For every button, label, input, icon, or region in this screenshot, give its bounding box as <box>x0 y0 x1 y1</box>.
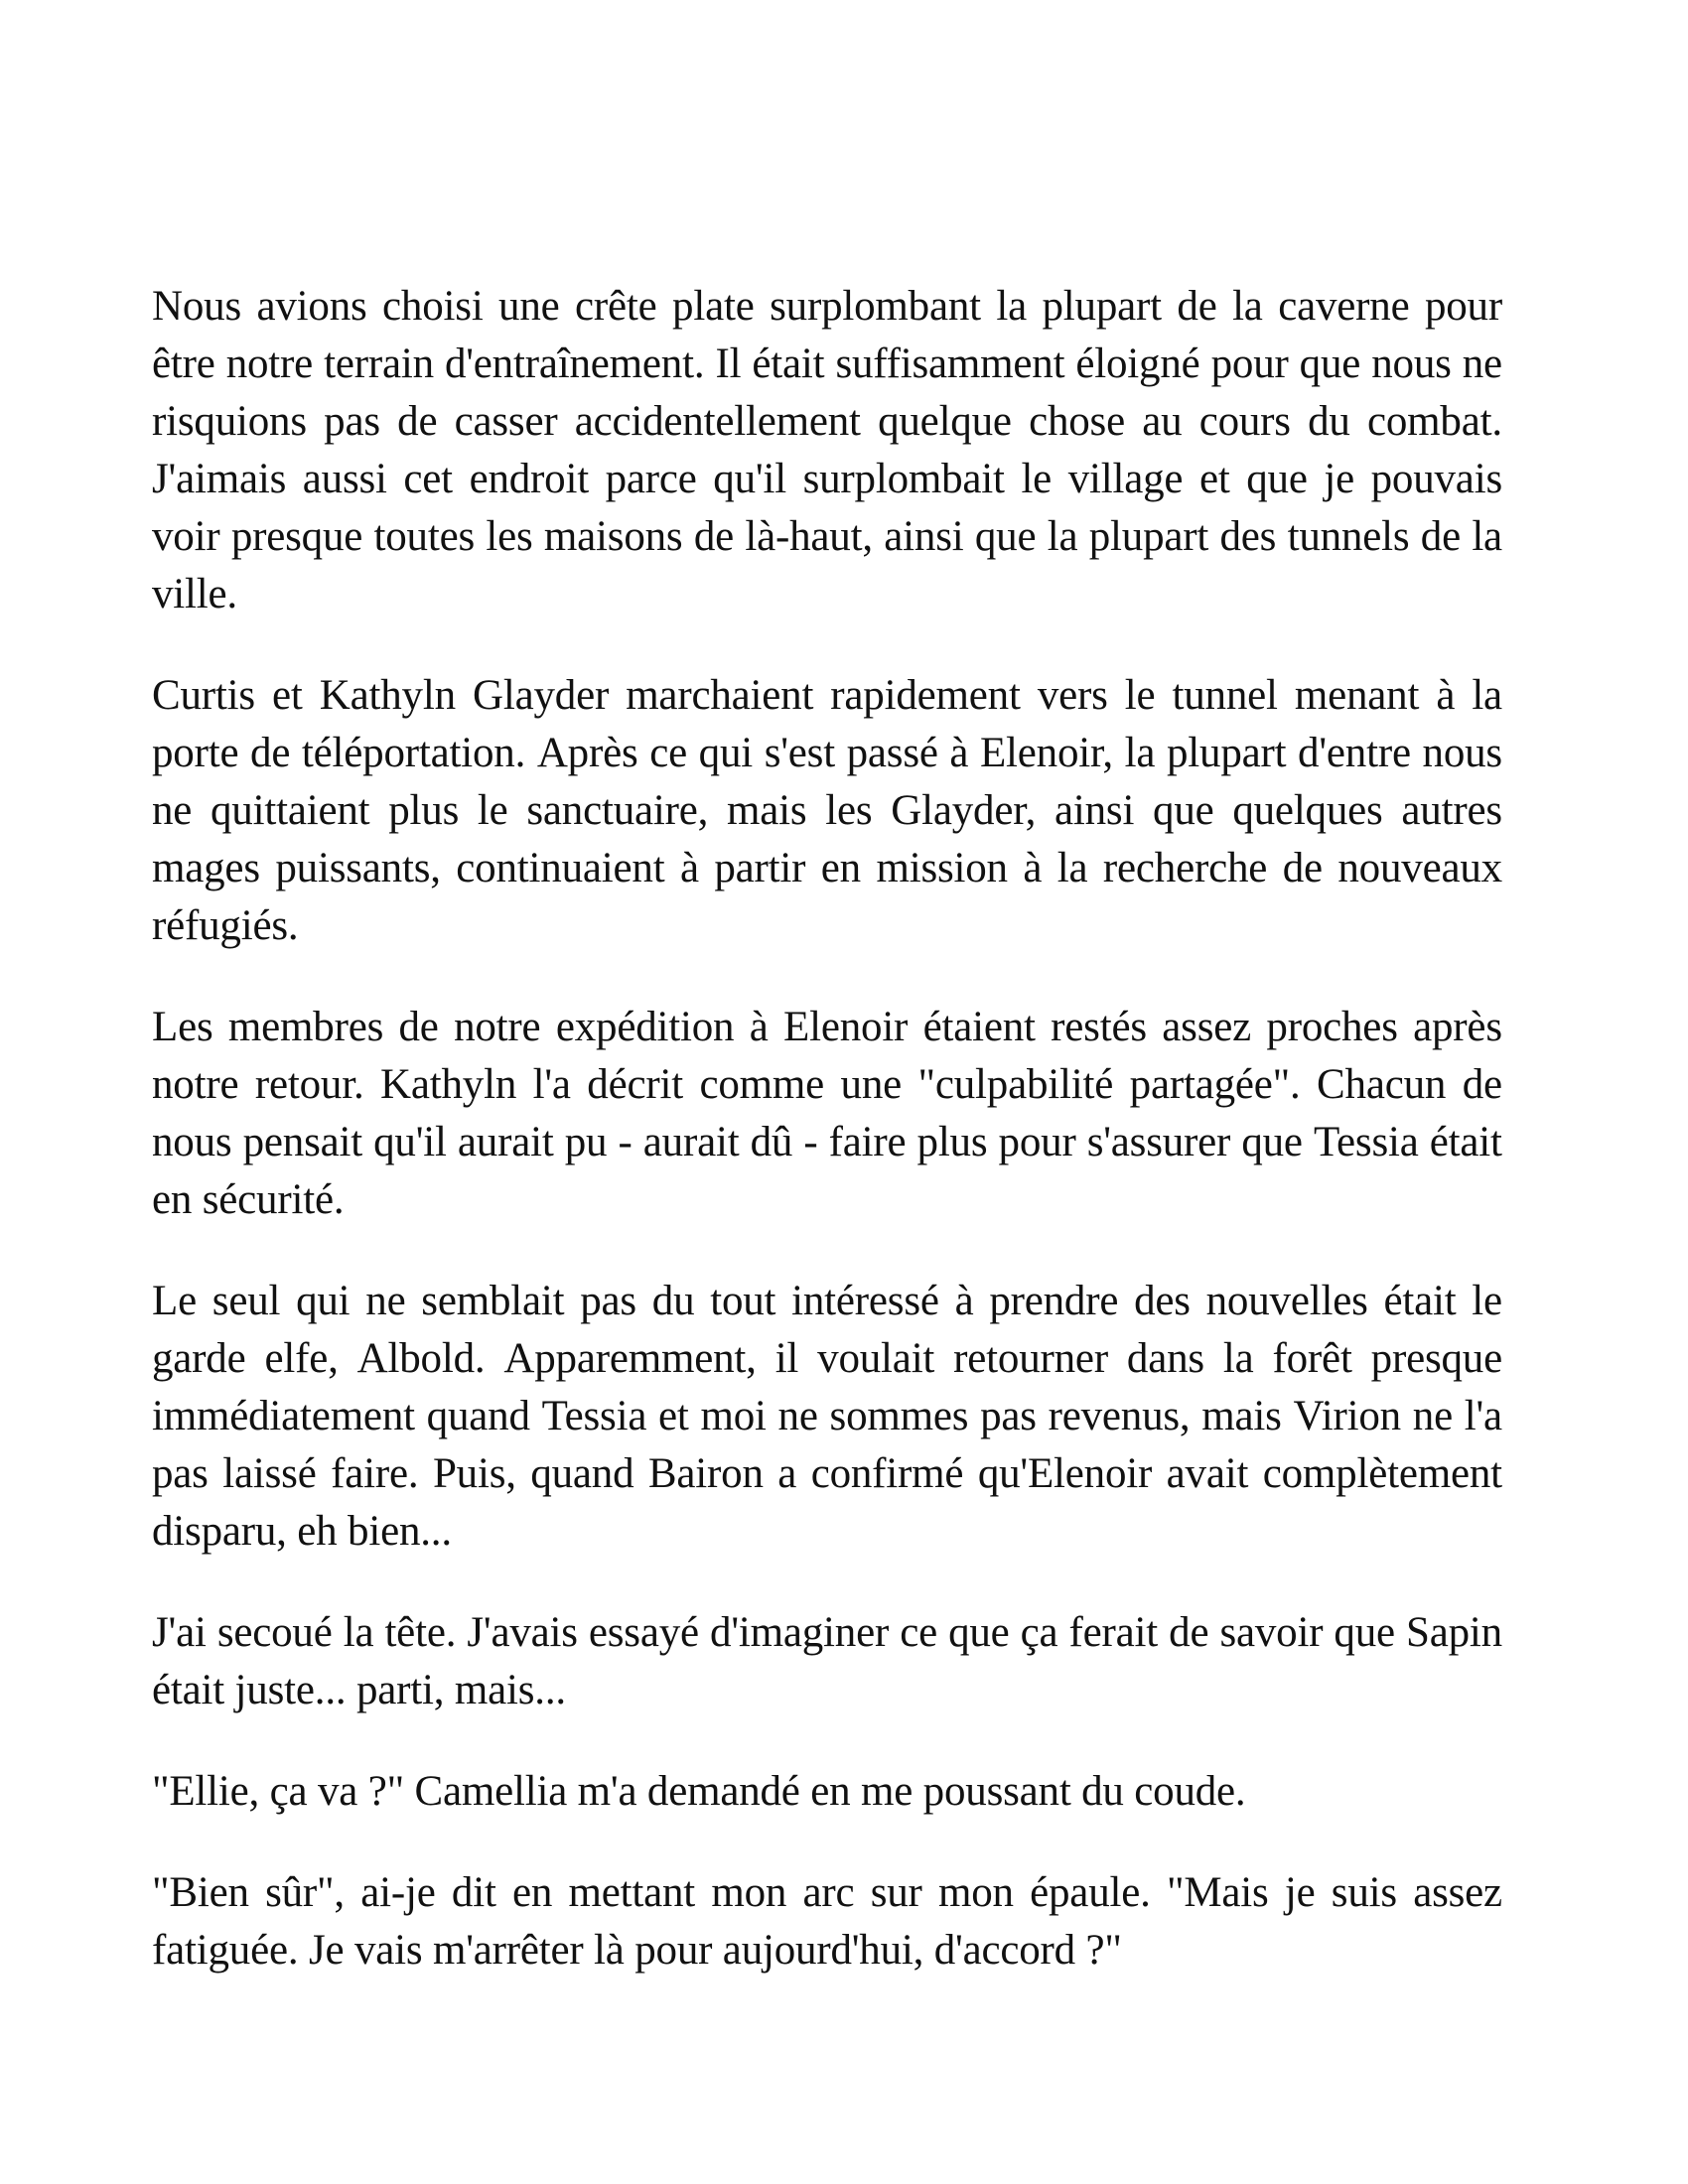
text-line: "Ellie, ça va ?" Camellia m'a demandé en me poussant du coude. <box>152 1768 1246 1815</box>
text-line: nous pensait qu'il aurait pu - aurait dû - faire plus pour s'assurer que Tessia était <box>152 1119 1502 1165</box>
text-line: fatiguée. Je vais m'arrêter là pour aujourd'hui, d'accord ?" <box>152 1927 1122 1974</box>
text-line: disparu, eh bien... <box>152 1508 452 1555</box>
paragraph <box>152 1273 1502 1561</box>
text-line: réfugiés. <box>152 902 299 949</box>
text-block <box>152 278 1502 1979</box>
text-line: garde elfe, Albold. Apparemment, il voulait retourner dans la forêt presque <box>152 1335 1502 1382</box>
paragraph <box>152 1763 1502 1821</box>
text-line: pas laissé faire. Puis, quand Bairon a confirmé qu'Elenoir avait complètement <box>152 1450 1502 1497</box>
text-line: notre retour. Kathyln l'a décrit comme une "culpabilité partagée". Chacun de <box>152 1061 1502 1108</box>
text-line: Nous avions choisi une crête plate surplombant la plupart de la caverne pour <box>152 283 1502 330</box>
text-line: "Bien sûr", ai-je dit en mettant mon arc sur mon épaule. "Mais je suis assez <box>152 1869 1502 1916</box>
text-line: immédiatement quand Tessia et moi ne sommes pas revenus, mais Virion ne l'a <box>152 1393 1502 1439</box>
text-line: risquions pas de casser accidentellement quelque chose au cours du combat. <box>152 398 1502 445</box>
text-line: était juste... parti, mais... <box>152 1667 566 1713</box>
paragraph <box>152 278 1502 623</box>
paragraph <box>152 1604 1502 1719</box>
text-line: être notre terrain d'entraînement. Il était suffisamment éloigné pour que nous ne <box>152 341 1502 387</box>
text-line: voir presque toutes les maisons de là-haut, ainsi que la plupart des tunnels de la <box>152 513 1502 560</box>
text-line: J'aimais aussi cet endroit parce qu'il surplombait le village et que je pouvais <box>152 456 1502 502</box>
text-line: mages puissants, continuaient à partir en mission à la recherche de nouveaux <box>152 845 1502 891</box>
paragraph <box>152 667 1502 955</box>
text-line: ne quittaient plus le sanctuaire, mais les Glayder, ainsi que quelques autres <box>152 787 1502 834</box>
paragraph <box>152 999 1502 1229</box>
text-line: porte de téléportation. Après ce qui s'est passé à Elenoir, la plupart d'entre nous <box>152 730 1502 776</box>
text-line: Les membres de notre expédition à Elenoir étaient restés assez proches après <box>152 1004 1502 1050</box>
paragraph <box>152 1864 1502 1979</box>
text-line: en sécurité. <box>152 1176 345 1223</box>
text-line: Le seul qui ne semblait pas du tout intéressé à prendre des nouvelles était le <box>152 1278 1502 1324</box>
text-line: Curtis et Kathyln Glayder marchaient rapidement vers le tunnel menant à la <box>152 672 1502 719</box>
text-line: ville. <box>152 571 237 617</box>
text-line: J'ai secoué la tête. J'avais essayé d'imaginer ce que ça ferait de savoir que Sapin <box>152 1609 1502 1656</box>
